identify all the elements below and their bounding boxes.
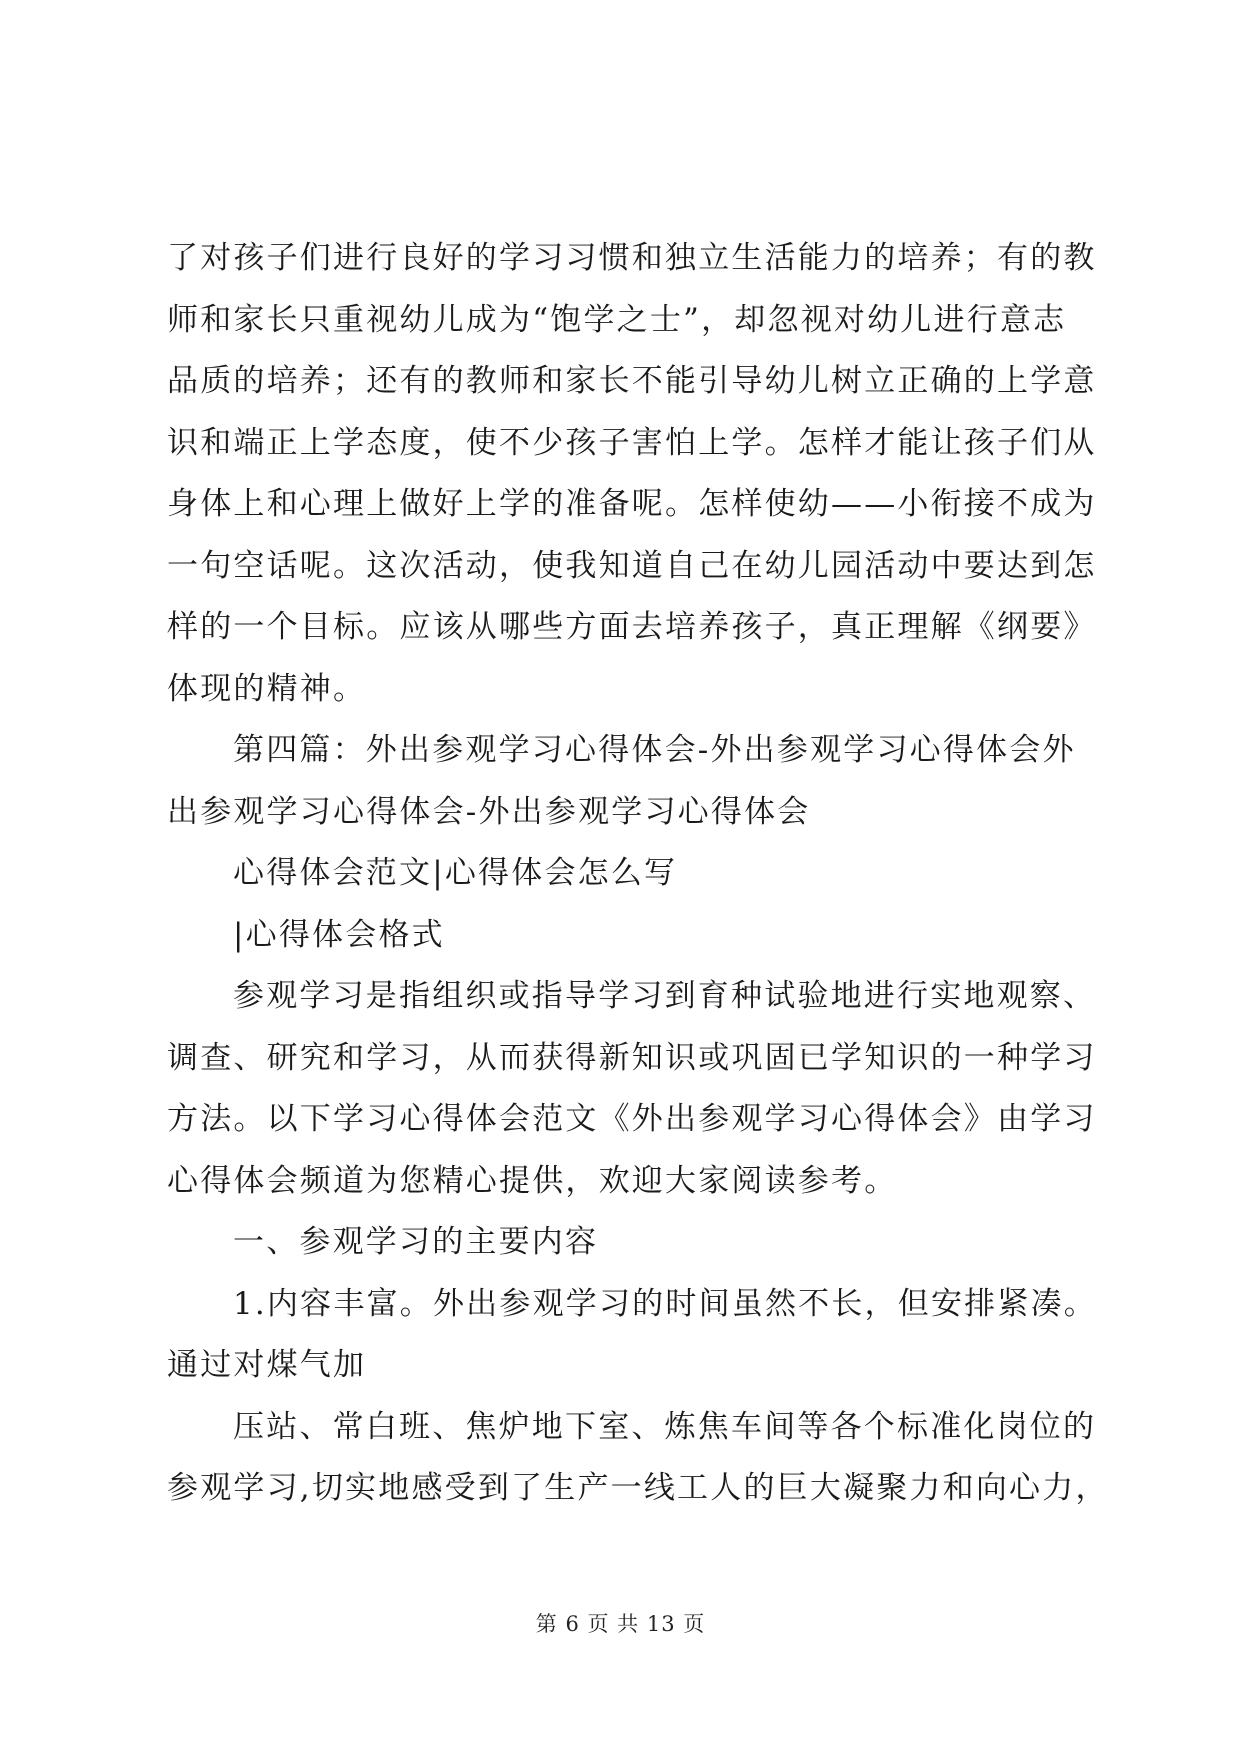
text-line: 一、参观学习的主要内容 [233, 1224, 599, 1260]
text-line: 识和端正上学态度，使不少孩子害怕上学。怎样才能让孩子们从 [167, 424, 1097, 461]
text-line: 体现的精神。 [167, 670, 367, 707]
text-line: 了对孩子们进行良好的学习习惯和独立生活能力的培养；有的教 [167, 240, 1097, 276]
text-line: 一句空话呢。这次活动，使我知道自己在幼儿园活动中要达到怎 [167, 547, 1097, 584]
text-line: 第四篇：外出参观学习心得体会-外出参观学习心得体会外 [233, 732, 1076, 768]
text-line: 样的一个目标。应该从哪些方面去培养孩子，真正理解《纲要》 [167, 609, 1097, 645]
text-line: 身体上和心理上做好上学的准备呢。怎样使幼——小衔接不成为 [167, 486, 1097, 522]
page-footer: 第 6 页 共 13 页 [535, 1612, 706, 1636]
text-line: 1.内容丰富。外出参观学习的时间虽然不长，但安排紧凑。 [233, 1285, 1097, 1322]
text-line: |心得体会格式 [233, 916, 445, 953]
text-line: 师和家长只重视幼儿成为“饱学之士”，却忽视对幼儿进行意志 [167, 301, 1067, 338]
text-line: 心得体会频道为您精心提供，欢迎大家阅读参考。 [167, 1162, 898, 1199]
text-line: 心得体会范文|心得体会怎么写 [233, 855, 678, 891]
text-line: 参观学习,切实地感受到了生产一线工人的巨大凝聚力和向心力， [167, 1470, 1109, 1506]
text-line: 通过对煤气加 [167, 1347, 367, 1383]
document-body [167, 228, 1109, 1520]
text-line: 方法。以下学习心得体会范文《外出参观学习心得体会》由学习 [167, 1101, 1097, 1137]
text-line: 出参观学习心得体会-外出参观学习心得体会 [167, 793, 811, 830]
text-line: 压站、常白班、焦炉地下室、炼焦车间等各个标准化岗位的 [233, 1408, 1097, 1445]
text-line: 调查、研究和学习，从而获得新知识或巩固已学知识的一种学习 [167, 1039, 1097, 1076]
text-line: 品质的培养；还有的教师和家长不能引导幼儿树立正确的上学意 [167, 363, 1097, 399]
text-line: 参观学习是指组织或指导学习到育种试验地进行实地观察、 [233, 978, 1097, 1014]
